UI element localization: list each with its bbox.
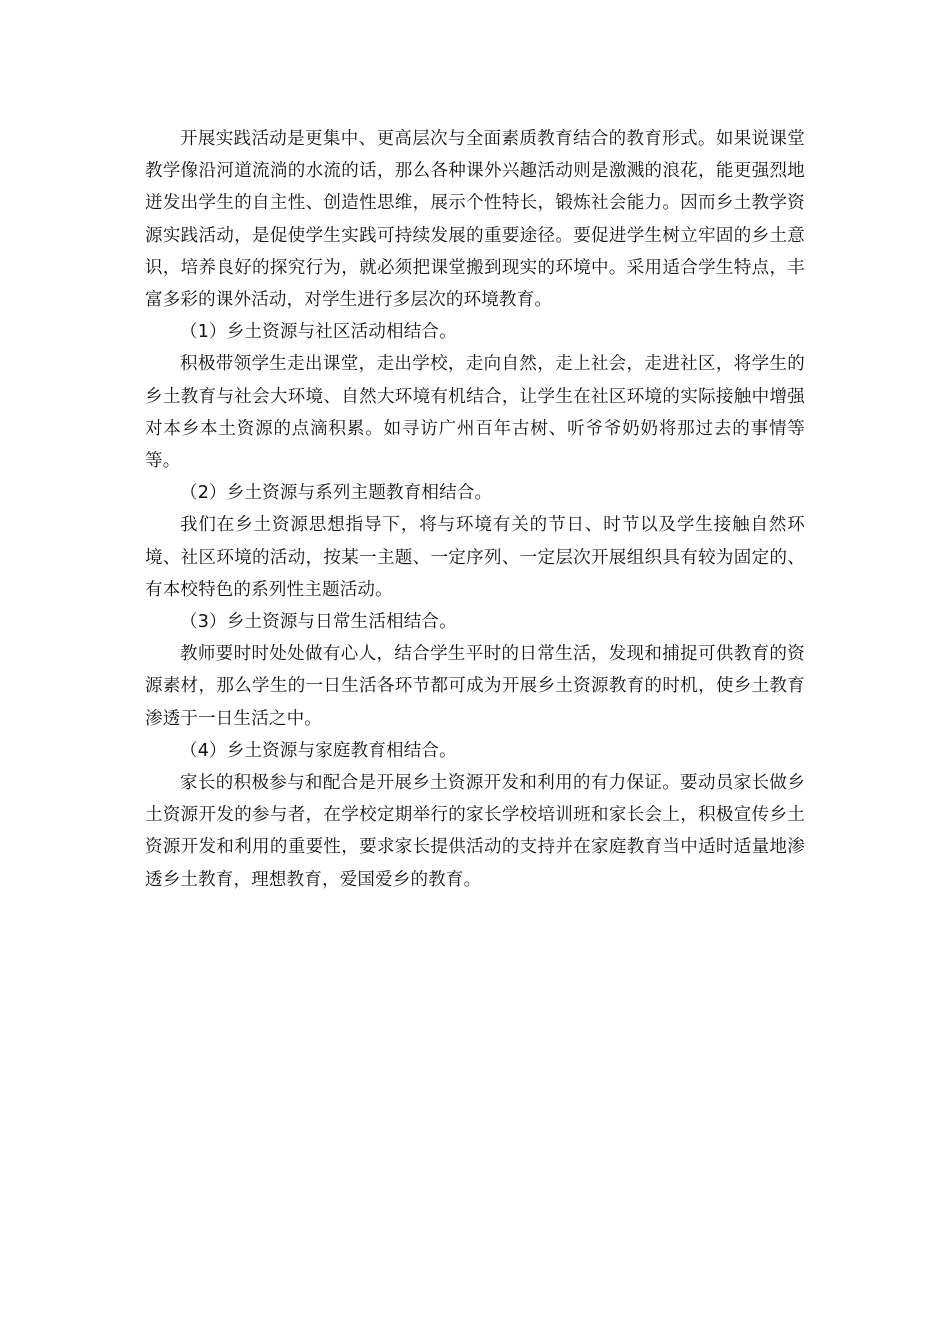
intro-paragraph: 开展实践活动是更集中、更高层次与全面素质教育结合的教育形式。如果说课堂教学像沿河道流淌的水流的话，那么各种课外兴趣活动则是激溅的浪花，能更强烈地迸发出学生的自主性、创造性思维，展示个性特长，锻炼社会能力。因而乡土教学资源实践活动，是促使学生实践可持续发展的重要途径。要促进学生树立牢固的乡土意识，培养良好的探究行为，就必须把课堂搬到现实的环境中。采用适合学生特点，丰富多彩的课外活动，对学生进行多层次的环境教育。 bbox=[145, 129, 805, 311]
section-heading-1: （1）乡土资源与社区活动相结合。 bbox=[180, 322, 457, 343]
section-paragraph-2: 我们在乡土资源思想指导下，将与环境有关的节日、时节以及学生接触自然环境、社区环境的活动，按某一主题、一定序列、一定层次开展组织具有较为固定的、有本校特色的系列性主题活动。 bbox=[145, 515, 805, 600]
section-heading-4: （4）乡土资源与家庭教育相结合。 bbox=[180, 740, 457, 761]
section-heading-3: （3）乡土资源与日常生活相结合。 bbox=[180, 612, 457, 633]
section-paragraph-4: 家长的积极参与和配合是开展乡土资源开发和利用的有力保证。要动员家长做乡土资源开发的参与者，在学校定期举行的家长学校培训班和家长会上，积极宣传乡土资源开发和利用的重要性，要求家长提供活动的支持并在家庭教育当中适时适量地渗透乡土教育，理想教育，爱国爱乡的教育。 bbox=[145, 773, 805, 890]
section-heading-2: （2）乡土资源与系列主题教育相结合。 bbox=[180, 483, 493, 504]
document-body bbox=[145, 123, 805, 896]
section-paragraph-3: 教师要时时处处做有心人，结合学生平时的日常生活，发现和捕捉可供教育的资源素材，那么学生的一日生活各环节都可成为开展乡土资源教育的时机，使乡土教育渗透于一日生活之中。 bbox=[145, 644, 805, 729]
section-paragraph-1: 积极带领学生走出课堂，走出学校，走向自然，走上社会，走进社区，将学生的乡土教育与社会大环境、自然大环境有机结合，让学生在社区环境的实际接触中增强对本乡本土资源的点滴积累。如寻访广州百年古树、听爷爷奶奶将那过去的事情等等。 bbox=[145, 354, 805, 472]
